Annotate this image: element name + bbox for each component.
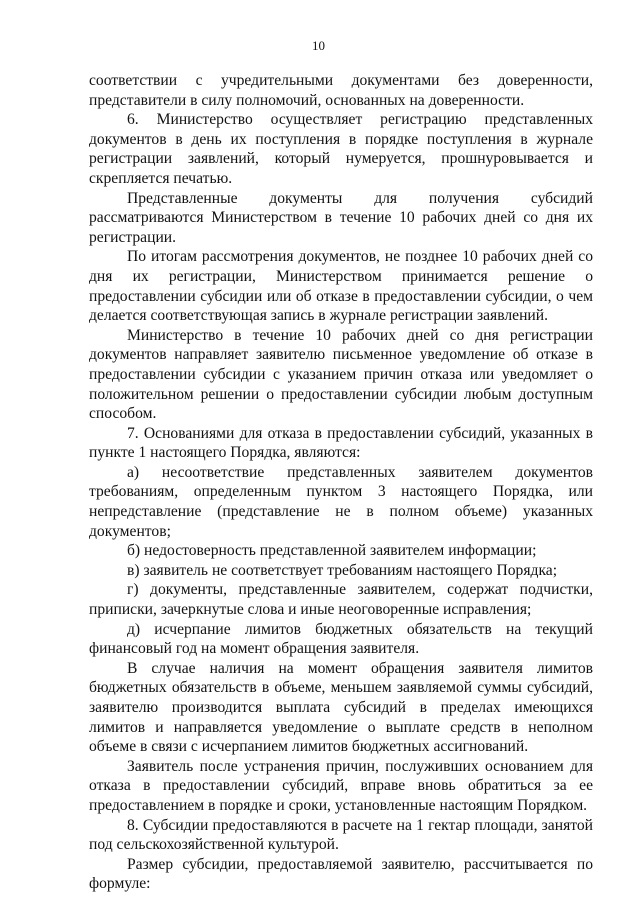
paragraph: 6. Министерство осуществляет регистрацию представленных документов в день их поступления в порядке поступления в журнале регистрации заявлений, который нумеруется, прошнуровывается и скрепляется печатью. bbox=[89, 111, 593, 187]
paragraph: Представленные документы для получения субсидий рассматриваются Министерством в течение 10 рабочих дней со дня их регистрации. bbox=[89, 189, 593, 246]
paragraph: Министерство в течение 10 рабочих дней со дня регистрации документов направляет заявителю письменное уведомление об отказе в предоставлении субсидии с указанием причин отказа или уведомляет о положительном решении о предоставлении субсидии любым доступным способом. bbox=[89, 326, 593, 423]
list-item: д) исчерпание лимитов бюджетных обязательств на текущий финансовый год на момент обращения заявителя. bbox=[89, 620, 593, 658]
page-number: 10 bbox=[312, 38, 325, 53]
list-item: в) заявитель не соответствует требованиям настоящего Порядка; bbox=[127, 561, 558, 579]
list-item: а) несоответствие представленных заявителем документов требованиям, определенным пунктом 3 настоящего Порядка, или непредставление (представление не в полном объеме) указанных документов; bbox=[89, 463, 593, 540]
list-item: г) документы, представленные заявителем, содержат подчистки, приписки, зачеркнутые слова и иные неоговоренные исправления; bbox=[89, 581, 593, 619]
paragraph: Заявитель после устранения причин, послуживших основанием для отказа в предоставлении субсидий, вправе вновь обратиться за ее предоставлением в порядке и сроки, установленные настоящим Порядком. bbox=[89, 757, 593, 814]
paragraph: По итогам рассмотрения документов, не позднее 10 рабочих дней со дня их регистрации, Министерством принимается решение о предоставлении субсидии или об отказе в предоставлении субсидии, о чем делается соответствующая запись в журнале регистрации заявлений. bbox=[89, 248, 593, 325]
list-item: б) недостоверность представленной заявителем информации; bbox=[127, 542, 537, 560]
paragraph: 8. Субсидии предоставляются в расчете на 1 гектар площади, занятой под сельскохозяйственной культурой. bbox=[89, 816, 593, 854]
paragraph: Размер субсидии, предоставляемой заявителю, рассчитывается по формуле: bbox=[89, 855, 593, 893]
document-body bbox=[89, 71, 593, 894]
paragraph: соответствии с учредительными документами без доверенности, представители в силу полномочий, основанных на доверенности. bbox=[89, 72, 593, 109]
paragraph: 7. Основаниями для отказа в предоставлении субсидий, указанных в пункте 1 настоящего Порядка, являются: bbox=[89, 424, 593, 462]
paragraph: В случае наличия на момент обращения заявителя лимитов бюджетных обязательств в объеме, меньшем заявляемой суммы субсидий, заявителю производится выплата субсидий в пределах имеющихся лимитов и направляется уведомление о выплате средств в неполном объеме в связи с исчерпанием лимитов бюджетных ассигнований. bbox=[89, 659, 593, 756]
